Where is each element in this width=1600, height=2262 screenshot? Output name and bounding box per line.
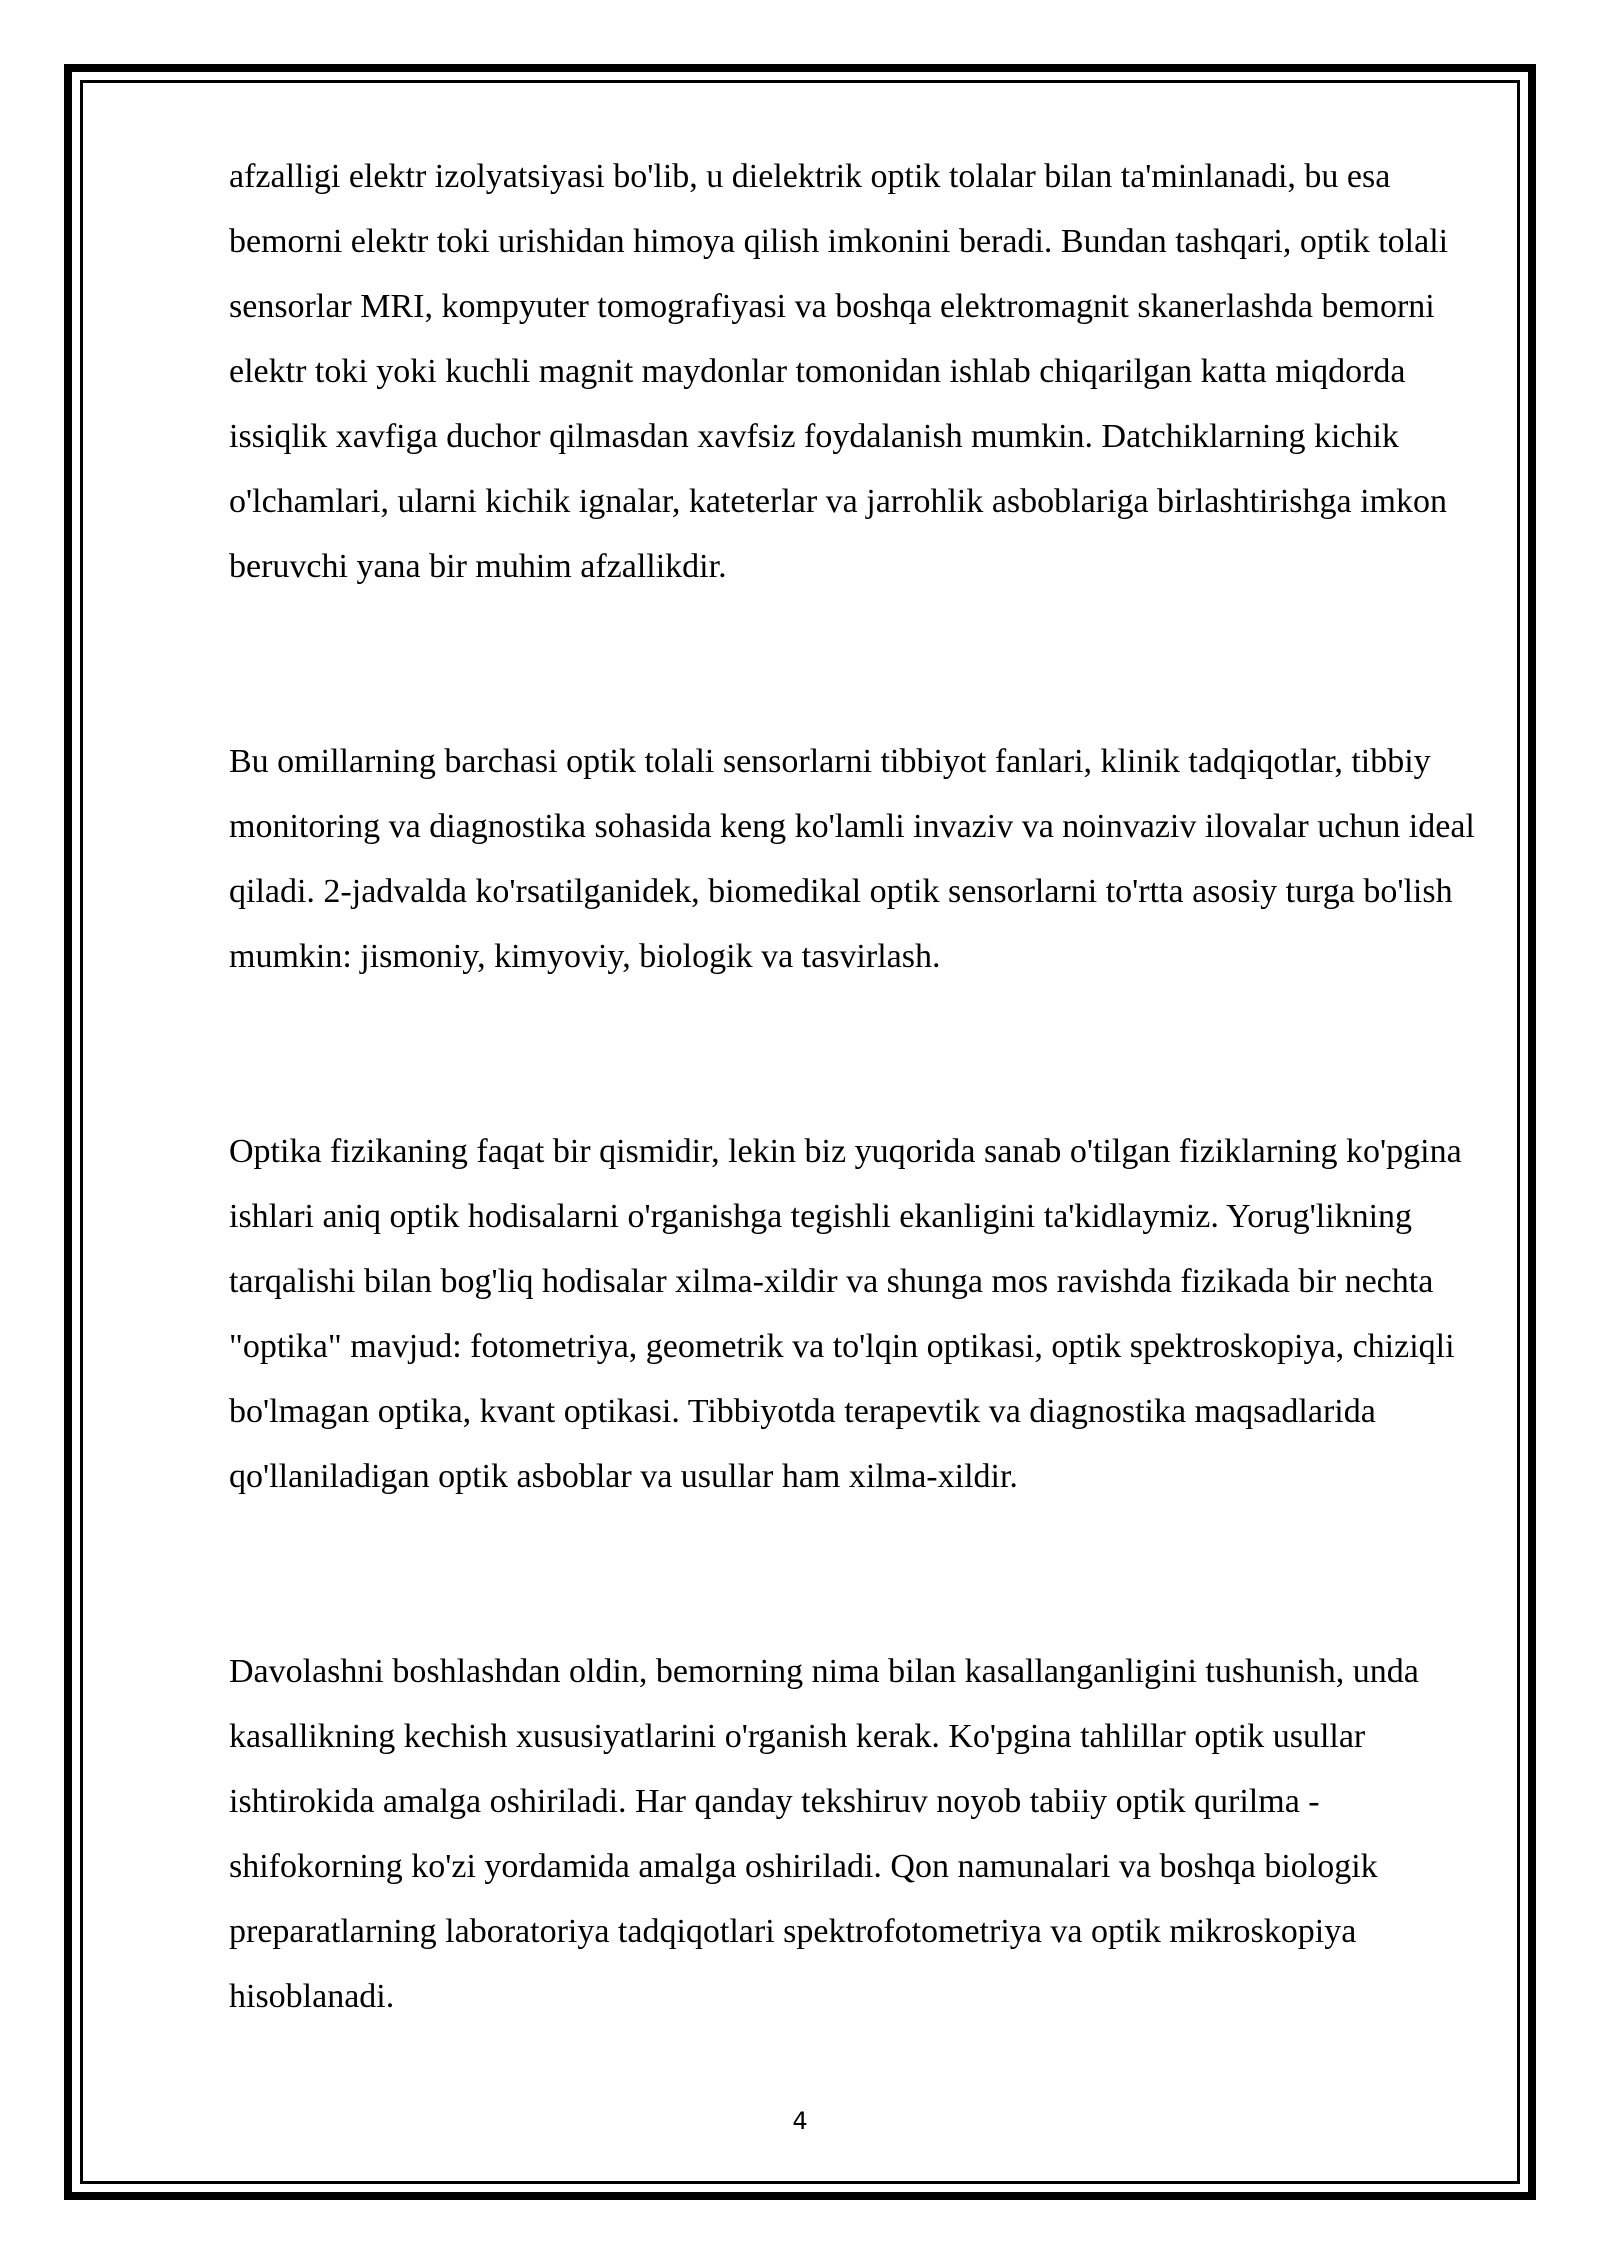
paragraph-3: Optika fizikaning faqat bir qismidir, lekin biz yuqorida sanab o'tilgan fiziklarning ko'pgina ishlari aniq optik hodisalarni o'rganishga tegishli ekanligini ta'kidlaymiz. Yorug'likning tarqalishi bilan bog'liq hodisalar xilma-xildir va shunga mos ravishda fizikada bir nechta "optika" mavjud: fotometriya, geometrik va to'lqin optikasi, optik spektroskopiya, chiziqli bo'lmagan optika, kvant optikasi. Tibbiyotda terapevtik va diagnostika maqsadlarida qo'llaniladigan optik asboblar va usullar ham xilma-xildir. <box>229 1133 1462 1495</box>
page-content <box>229 144 1479 2029</box>
paragraph-4: Davolashni boshlashdan oldin, bemorning nima bilan kasallanganligini tushunish, unda kasallikning kechish xususiyatlarini o'rganish kerak. Ko'pgina tahlillar optik usullar ishtirokida amalga oshiriladi. Har qanday tekshiruv noyob tabiiy optik qurilma - shifokorning ko'zi yordamida amalga oshiriladi. Qon namunalari va boshqa biologik preparatlarning laboratoriya tadqiqotlari spektrofotometriya va optik mikroskopiya hisoblanadi. <box>229 1653 1419 2015</box>
page-number: 4 <box>792 2107 808 2135</box>
paragraph-2: Bu omillarning barchasi optik tolali sensorlarni tibbiyot fanlari, klinik tadqiqotlar, tibbiy monitoring va diagnostika sohasida keng ko'lamli invaziv va noinvaziv ilovalar uchun ideal qiladi. 2-jadvalda ko'rsatilganidek, biomedikal optik sensorlarni to'rtta asosiy turga bo'lish mumkin: jismoniy, kimyoviy, biologik va tasvirlash. <box>229 743 1475 975</box>
paragraph-1: afzalligi elektr izolyatsiyasi bo'lib, u dielektrik optik tolalar bilan ta'minlanadi, bu esa bemorni elektr toki urishidan himoya qilish imkonini beradi. Bundan tashqari, optik tolali sensorlar MRI, kompyuter tomografiyasi va boshqa elektromagnit skanerlashda bemorni elektr toki yoki kuchli magnit maydonlar tomonidan ishlab chiqarilgan katta miqdorda issiqlik xavfiga duchor qilmasdan xavfsiz foydalanish mumkin. Datchiklarning kichik o'lchamlari, ularni kichik ignalar, kateterlar va jarrohlik asboblariga birlashtirishga imkon beruvchi yana bir muhim afzallikdir. <box>229 158 1449 585</box>
